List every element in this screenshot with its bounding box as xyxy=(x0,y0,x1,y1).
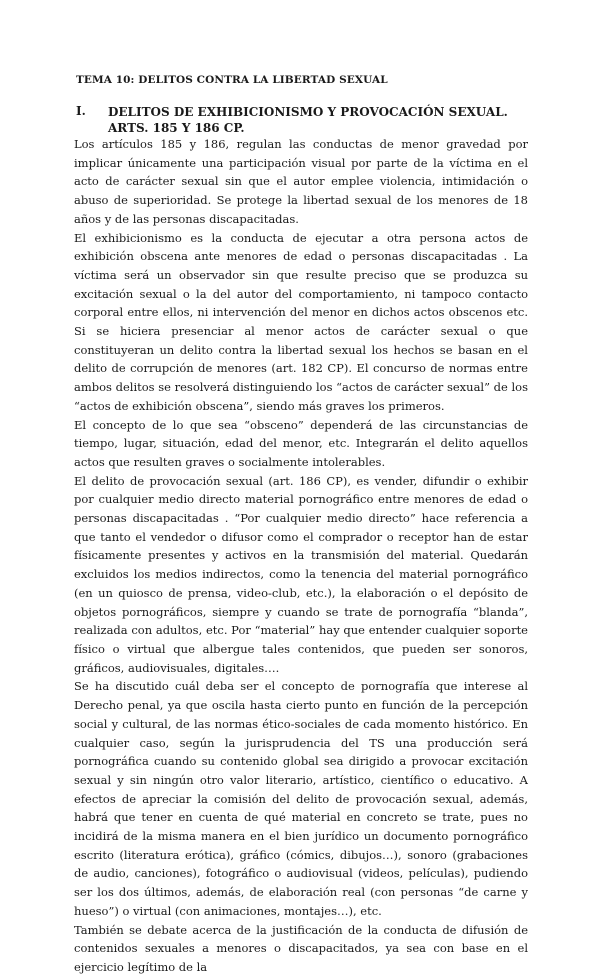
paragraph: Se ha discutido cuál deba ser el concepto de pornografía que interese al Derecho penal, ya que oscila hasta cierto punto en función de la percepción social y cultural, de las normas ético-sociales de cada momento histórico. En cualquier caso, según la jurisprudencia del TS una producción será pornográfica cuando su contenido global sea dirigido a provocar excitación sexual y sin ningún otro valor literario, artístico, científico o educativo. A efectos de apreciar la comisión del delito de provocación sexual, además, habrá que tener en cuenta de qué material en concreto se trate, pues no incidirá de la misma manera en el bien jurídico un documento pornográfico escrito (literatura erótica), gráfico (cómics, dibujos…), sonoro (grabaciones de audio, canciones), fotográfico o audiovisual (videos, películas), pudiendo ser los dos últimos, además, de elaboración real (con personas “de carne y hueso”) o virtual (con animaciones, montajes…), etc. xyxy=(74,679,528,918)
section-title: DELITOS DE EXHIBICIONISMO Y PROVOCACIÓN SEXUAL. ARTS. 185 Y 186 CP. xyxy=(108,105,508,135)
paragraph: El concepto de lo que sea “obsceno” dependerá de las circunstancias de tiempo, lugar, situación, edad del menor, etc. Integrarán el delito aquellos actos que resulten graves o socialmente intolerables. xyxy=(74,417,528,469)
section-number: I. xyxy=(76,104,86,118)
paragraph: El exhibicionismo es la conducta de ejecutar a otra persona actos de exhibición obscena ante menores de edad o personas discapacitadas . La víctima será un observador sin que resulte preciso que se produzca su excitación sexual o la del autor del comportamiento, ni tampoco contacto corporal entre ellos, ni intervención del menor en dichos actos obscenos etc. Si se hiciera presenciar al menor actos de carácter sexual o que constituyeran un delito contra la libertad sexual los hechos se basan en el delito de corrupción de menores (art. 182 CP). El concurso de normas entre ambos delitos se resolverá distinguiendo los “actos de carácter sexual” de los “actos de exhibición obscena”, siendo más graves los primeros. xyxy=(74,230,528,413)
paragraph: Los artículos 185 y 186, regulan las conductas de menor gravedad por implicar únicamente una participación visual por parte de la víctima en el acto de carácter sexual sin que el autor emplee violencia, intimidación o abuso de superioridad. Se protege la libertad sexual de los menores de 18 años y de las personas discapacitadas. xyxy=(74,137,528,226)
chapter-title: TEMA 10: DELITOS CONTRA LA LIBERTAD SEXUAL xyxy=(76,74,388,86)
body-text xyxy=(74,135,528,977)
paragraph: También se debate acerca de la justificación de la conducta de difusión de contenidos sexuales a menores o discapacitados, ya sea con base en el ejercicio legítimo de la xyxy=(74,922,528,974)
paragraph: El delito de provocación sexual (art. 186 CP), es vender, difundir o exhibir por cualquier medio directo material pornográfico entre menores de edad o personas discapacitadas . “Por cualquier medio directo” hace referencia a que tanto el vendedor o difusor como el comprador o receptor han de estar físicamente presentes y activos en la transmisión del material. Quedarán excluidos los medios indirectos, como la tenencia del material pornográfico (en un quiosco de prensa, video-club, etc.), la elaboración o el depósito de objetos pornográficos, siempre y cuando se trate de pornografía “blanda”, realizada con adultos, etc. Por “material” hay que entender cualquier soporte físico o virtual que albergue tales contenidos, que pueden ser sonoros, gráficos, audiovisuales, digitales…. xyxy=(74,473,528,675)
